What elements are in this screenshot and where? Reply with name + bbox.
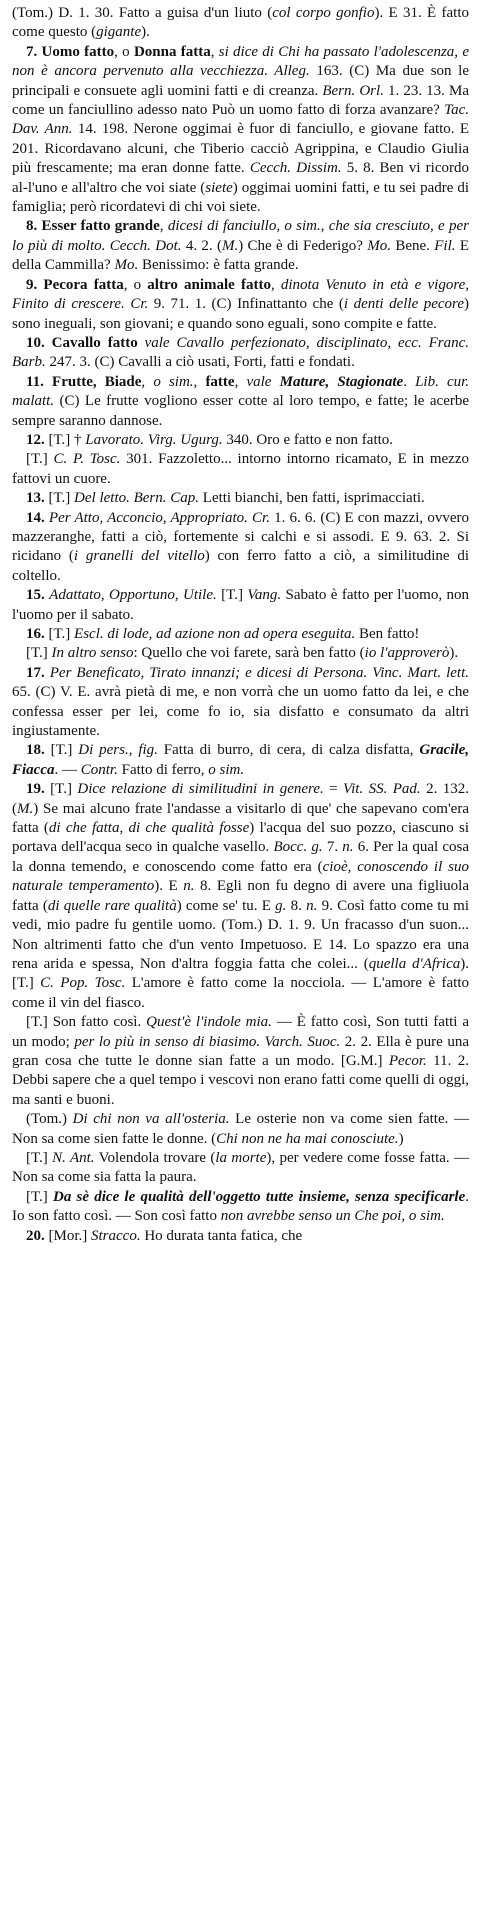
text-run: ) l'acqua del suo pozzo, ciascuno si portava dell'acqua seco in qualche vasello. (12, 820, 469, 856)
text-run: Del letto. Bern. Cap. (74, 490, 200, 507)
text-run: , (270, 276, 281, 293)
text-run: Per Beneficato, Tirato innanzi; e dicesi di Persona. Vinc. Mart. lett. (49, 664, 469, 681)
text-run: . — (54, 761, 81, 778)
text-run: [T.] Son fatto così. (26, 1014, 147, 1031)
text-run: Ho durata tanta fatica, che (140, 1227, 303, 1244)
text-run: Tac. Dav. Ann. (12, 102, 469, 138)
dictionary-paragraph (12, 741, 469, 780)
text-run: n. (342, 839, 354, 856)
text-run: vale (246, 373, 272, 390)
text-run: col corpo gonfio (272, 5, 375, 21)
text-run: Le osterie non va come sien fatte. — Non sa come sien fatte le donne. ( (12, 1111, 469, 1147)
text-run: ). (449, 645, 459, 662)
dictionary-paragraph (12, 625, 469, 644)
text-run: o sim. (208, 761, 245, 778)
text-run: 9. 71. 1. (C) Infinattanto che ( (148, 296, 344, 313)
text-run: Mo. (114, 257, 139, 274)
text-run: 301. Fazzoletto... intorno intorno ricamato, E in mezzo fattovi un cuore. (12, 451, 469, 487)
text-run: [T.] (44, 742, 79, 759)
text-run: altro animale fatto (147, 276, 271, 293)
text-run: g. (275, 897, 287, 914)
dictionary-paragraph (12, 1227, 469, 1246)
text-run: Bene. (391, 237, 435, 254)
text-run: (Tom.) D. 1. 30. Fatto a guisa d'un liuto ( (12, 5, 273, 21)
text-run: In altro senso (51, 645, 134, 662)
text-run: fatte (205, 373, 235, 390)
text-run: [Mor.] (44, 1227, 91, 1244)
text-run: Lavorato. Virg. Ugurg. (85, 431, 223, 448)
text-run: Contr. (80, 761, 118, 778)
text-run: ). E 31. È fatto come questo ( (12, 5, 469, 41)
text-run: Da sè dice le qualità dell'oggetto tutte insieme, senza specificarle (53, 1188, 466, 1205)
text-run: Di chi non va all'osteria. (72, 1111, 230, 1128)
dictionary-paragraph (12, 1110, 469, 1149)
dictionary-paragraph (12, 1013, 469, 1110)
text-run: 2. 132. ( (12, 781, 470, 817)
text-run: 7. (322, 839, 343, 856)
text-run: 5. 8. Ben vi ricordo al-l'uno e all'altro che voi siate ( (12, 160, 469, 196)
text-run: 12. (26, 431, 45, 448)
dictionary-paragraph (12, 373, 469, 431)
dictionary-paragraph (12, 43, 469, 218)
text-run: ) con ferro fatto a ciò, a similitudine di coltello. (12, 548, 469, 584)
text-run: [T.] (26, 1149, 53, 1166)
text-run: 6. Per la qual cosa la donna temendo, e conoscendo come fatto era ( (12, 839, 469, 875)
text-run: siete (205, 179, 233, 196)
text-run: Mature, Stagionate (279, 373, 404, 390)
text-run: 340. Oro e fatto e non fatto. (222, 431, 394, 448)
text-run: Pecor. (388, 1052, 427, 1069)
text-run: M. (221, 237, 239, 254)
text-run: N. Ant. (52, 1149, 95, 1166)
text-run: 1. 6. 6. (C) E con mazzi, ovvero mazzeranghe, fatti a ciò, fortemente si calchi e si assodi. E 9. 63. 2. Si ricidano ( (12, 509, 469, 565)
text-run: 8. Egli non fu degno di avere una figliuola fatta ( (12, 878, 469, 914)
text-run: 247. 3. (C) Cavalli a ciò usati, Forti, fatti e fondati. (45, 354, 355, 371)
dictionary-paragraph (12, 1188, 469, 1227)
text-run: ). E (154, 878, 184, 895)
text-run: Benissimo: è fatta grande. (138, 257, 299, 274)
dictionary-paragraph (12, 217, 469, 275)
text-run: , o (123, 276, 148, 293)
text-run: la morte (215, 1149, 267, 1166)
text-run: Adattato, Opportuno, Utile. (49, 587, 217, 604)
text-run (271, 374, 279, 390)
text-run: 9. Così fatto come tu mi vedi, mio padre fu gentile uomo. (Tom.) D. 1. 9. Un fracasso d'un suon... Non altrimenti fatto che d'un vento Impetuoso. E 14. Lo spazzo era una rena arida e spessa, Non d'altra foggia fatta che colei... ( (12, 897, 470, 972)
dictionary-paragraph (12, 489, 469, 508)
text-run: 8. Esser fatto grande (26, 218, 160, 235)
text-run: di che fatta, di che qualità fosse (48, 820, 250, 837)
dictionary-paragraph (12, 1149, 469, 1188)
text-run: Fatta di burro, di cera, di calza disfatta, (157, 742, 420, 759)
text-run: ). [T.] (12, 955, 469, 992)
text-run: io l'approverò (364, 645, 450, 662)
text-run: Dice relazione di similitudini in genere. (77, 781, 324, 798)
text-run: 16. (26, 626, 45, 642)
text-run: [T.] (26, 645, 52, 662)
text-run: Per Atto, Acconcio, Appropriato. Cr. (48, 509, 270, 526)
dictionary-paragraph (12, 644, 469, 663)
text-run: Gracile, Fiacca (12, 742, 469, 778)
text-run: ) Che è di Federigo? (238, 237, 368, 254)
text-run: Lib. cur. malatt. (12, 373, 470, 410)
text-run: 65. (C) V. E. avrà pietà di me, e non vorrà che un uomo fatto da lei, e che confessa esser per lei, come fo io, sia disfatto e consumato da altri ingiustamente. (12, 684, 469, 740)
text-run: non avrebbe senso un Che poi, o sim. (220, 1208, 445, 1225)
text-run: 14. (26, 509, 45, 526)
text-run: M. (17, 800, 34, 817)
text-run: , (159, 218, 168, 235)
text-run: Bocc. g. (273, 839, 323, 856)
text-run: E della Cammilla? (12, 237, 469, 274)
text-run: 18. (26, 742, 45, 759)
text-run: 20. (26, 1227, 45, 1244)
text-run: dinota Venuto in età e vigore, Finito di crescere. Cr. (12, 276, 470, 313)
text-run: Bern. Orl. (322, 82, 384, 99)
text-run: Sabato è fatto per l'uomo, non l'uomo per il sabato. (12, 587, 470, 623)
text-run: vale Cavallo perfezionato, disciplinato, ecc. Franc. Barb. (12, 334, 470, 371)
text-run: 9. Pecora fatta (26, 276, 124, 293)
text-run: [T.] (216, 587, 248, 604)
dictionary-paragraph (12, 431, 469, 450)
text-run: ) sono ineguali, son giovani; e quando sono eguali, sono compite e fatte. (12, 296, 469, 332)
text-run: [T.] (44, 781, 78, 798)
text-run: si dice di Chi ha passato l'adolescenza, e non è ancora pervenuto alla vecchiezza. Alleg. (12, 43, 469, 80)
text-run: 14. 198. Nerone oggimai è fuor di fanciullo, e giovane fatto. E 201. Ricordavano alcuni, che Tiberio cacciò Agrippina, e Claudio Giulia più frescamente; ma eran donne fatte. (12, 121, 469, 177)
text-run: 19. (26, 781, 45, 798)
text-run: [T.] † (44, 431, 86, 448)
text-run: 2. 2. Ella è pure una gran cosa che tutte le donne sian fatte a un modo. [G.M.] (12, 1033, 469, 1069)
text-run: 17. (26, 664, 45, 681)
text-run: Vang. (247, 587, 282, 604)
dictionary-paragraph (12, 780, 469, 1013)
text-run: Fil. (434, 237, 456, 254)
text-run: ) oggimai uomini fatti, e tu sei padre di famiglia; però ricordatevi di chi voi siete. (12, 179, 470, 216)
text-run: (Tom.) (26, 1111, 73, 1128)
text-run: Chi non ne ha mai conosciute. (216, 1130, 399, 1147)
dictionary-paragraph (12, 586, 469, 625)
text-run: . (403, 373, 416, 390)
text-run: ), per vedere come fosse fatta. — Non sa come sia fatta la paura. (12, 1149, 469, 1186)
text-run: 15. (26, 587, 45, 604)
text-run: i denti delle pecore (343, 296, 464, 313)
text-run: 4. 2. ( (181, 237, 222, 254)
text-run: cioè, conoscendo il suo naturale temperamento (12, 858, 469, 895)
text-run: Di pers., fig. (78, 742, 158, 759)
dictionary-paragraph (12, 450, 469, 489)
text-run: Volendola trovare ( (94, 1149, 216, 1166)
text-run: C. P. Tosc. (53, 451, 121, 468)
text-run: (C) Le frutte vogliono esser cotte al loro tempo, e fatte; le acerbe sempre saranno dannose. (12, 393, 469, 429)
text-run: 7. Uomo fatto (26, 43, 115, 60)
text-run: , (193, 373, 206, 390)
text-run: , (141, 373, 154, 390)
text-run: n. (183, 878, 195, 895)
text-run: Escl. di lode, ad azione non ad opera eseguita. (74, 626, 356, 642)
text-run: ). (141, 24, 150, 41)
text-run: ) Se mai alcuno frate l'andasse a visitarlo di que' che sapevano com'era fatta ( (12, 800, 469, 837)
text-run: L'amore è fatto come la nocciola. — L'amore è fatto come il vin del fiasco. (12, 975, 469, 1011)
text-run: Letti bianchi, ben fatti, isprimacciati. (199, 490, 425, 507)
text-run: 13. (26, 490, 45, 507)
text-run: ) come se' tu. E (176, 897, 276, 914)
text-run: 163. (C) Ma due son le principali e consuete agli uomini fatti e di creanza. (12, 63, 470, 99)
text-run: 10. Cavallo fatto (26, 334, 138, 351)
text-run: 11. Frutte, Biade (26, 373, 142, 390)
text-run: , (234, 373, 247, 390)
text-run: Quest'è l'indole mia. (146, 1014, 272, 1031)
text-run: = (323, 781, 344, 798)
text-run: quella d'Africa (368, 955, 461, 972)
text-run (138, 335, 145, 351)
text-run: gigante (96, 24, 142, 41)
text-run: o sim. (153, 373, 194, 390)
text-run: di quelle rare qualità (47, 897, 177, 914)
text-run: — È fatto così, Son tutti fatti a un modo; (12, 1014, 469, 1050)
text-run: [T.] (26, 451, 54, 468)
text-run: Mo. (367, 237, 392, 254)
text-run: per lo più in senso di biasimo. Varch. Suoc. (74, 1033, 341, 1050)
text-run: . Io son fatto così. — Son così fatto (12, 1188, 469, 1225)
dictionary-paragraph (12, 664, 469, 742)
text-run: 1. 23. 13. Ma come un fanciullino adesso nato Può un uomo fatto di forza avanzare? (12, 82, 469, 119)
text-run: dicesi di fanciullo, o sim., che sia cresciuto, e per lo più di molto. Cecch. Dot. (12, 218, 469, 254)
text-run: Fatto di ferro, (117, 761, 209, 778)
text-run: C. Pop. Tosc. (40, 975, 126, 992)
text-run: Stracco. (91, 1227, 141, 1244)
text-run: , o (114, 43, 134, 60)
text-run: Vit. SS. Pad. (343, 781, 421, 798)
text-run: [T.] (26, 1188, 53, 1205)
text-run: ) (398, 1130, 404, 1147)
text-run: n. (306, 897, 318, 914)
text-run: Cecch. Dissim. (249, 160, 342, 177)
dictionary-paragraph (12, 334, 469, 373)
dictionary-paragraph (12, 276, 469, 334)
text-run: 8. (286, 897, 307, 914)
text-run: [T.] (44, 626, 75, 642)
text-run: , (210, 43, 219, 60)
text-run: [T.] (44, 490, 75, 507)
text-run: : Quello che voi farete, sarà ben fatto ( (133, 645, 365, 662)
text-run: Donna fatta (133, 43, 211, 60)
dictionary-paragraph (12, 509, 469, 587)
dictionary-paragraph (12, 4, 469, 43)
text-run: 11. 2. Debbi sapere che a quel tempo i vescovi non erano fatti come quelli di oggi, ma santi e buoni. (12, 1052, 469, 1108)
text-run: i granelli del vitello (73, 548, 205, 565)
text-run: Ben fatto! (355, 626, 420, 642)
